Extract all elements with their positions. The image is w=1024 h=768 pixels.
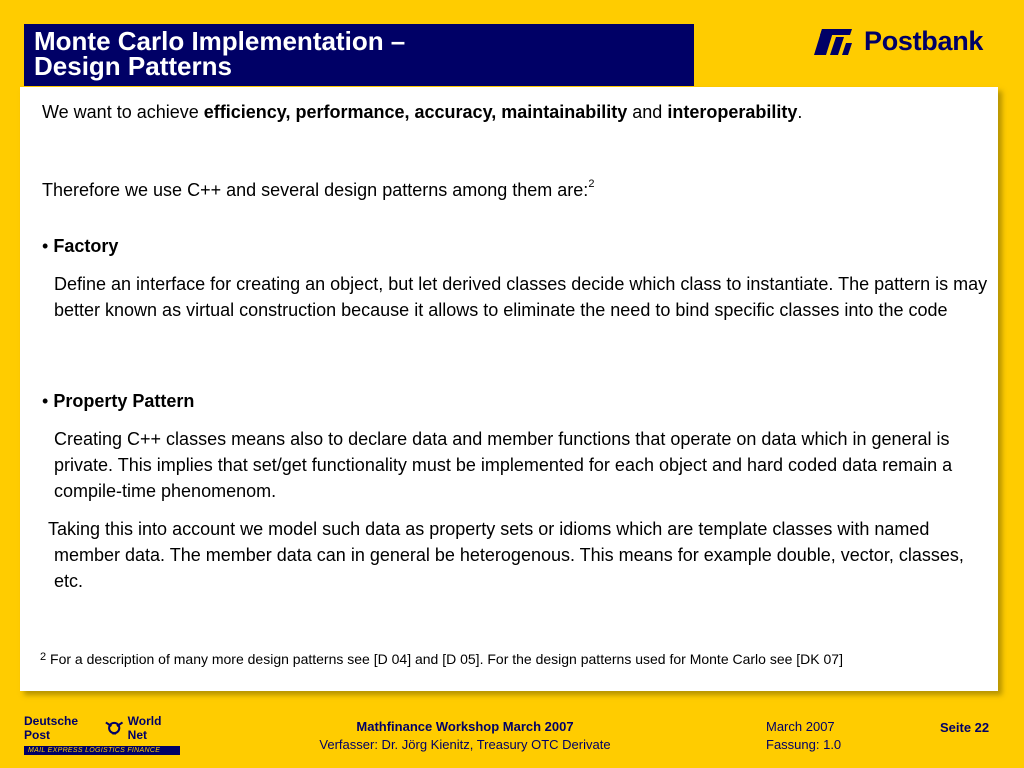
bullet: •: [42, 236, 49, 256]
deutsche-post-logo: Deutsche Post World Net MAIL EXPRESS LOGISTICS FINANCE: [24, 714, 180, 755]
posthorn-icon: [104, 720, 124, 736]
version-text: Fassung: 1.0: [766, 737, 842, 752]
footnote-ref: 2: [588, 178, 595, 190]
bullet: •: [42, 391, 49, 411]
property-description-1: Creating C++ classes means also to declare data and member functions that operate on data which in general is private. This implies that set/get functionality must be implemented for each object and hard coded data remain a compile-time phenomenom.: [54, 429, 953, 501]
footnote: $^2$ For a description of many more design patterns see [D 04] and [D 05]. For the design patterns used for Monte Carlo see [DK 07]: [40, 651, 843, 667]
footer-date: [766, 718, 841, 754]
title-line-1: Monte Carlo Implementation –: [34, 26, 406, 56]
workshop-name: Mathfinance Workshop March 2007: [356, 719, 574, 734]
postbank-stripes-icon: [812, 25, 858, 57]
property-description-2: Taking this into account we model such data as property sets or idioms which are template classes with named member data. The member data can in general be heterogenous. This means for example double, vector, classes, etc.: [48, 519, 964, 591]
page-number: Seite 22: [940, 720, 990, 735]
author-line: Verfasser: Dr. Jörg Kienitz, Treasury OTC Derivate: [319, 737, 611, 752]
dp-tagline: MAIL EXPRESS LOGISTICS FINANCE: [24, 746, 180, 755]
property-heading: • Property Pattern: [42, 391, 195, 411]
factory-heading: • Factory: [42, 236, 119, 256]
date-text: March 2007: [766, 719, 835, 734]
slide-title: [24, 24, 694, 86]
postbank-wordmark: Postbank: [864, 25, 984, 56]
factory-description: Define an interface for creating an object, but let derived classes decide which class to instantiate. The pattern is may better known as virtual construction because it allows to eliminate the need to bind specific classes into the code: [54, 274, 988, 320]
postbank-logo: [812, 24, 1002, 58]
title-line-2: Design Patterns: [34, 51, 232, 81]
slide-content: [20, 87, 998, 691]
footer-center: [280, 718, 650, 754]
therefore-paragraph: Therefore we use C++ and several design patterns among them are:$^2$: [42, 178, 595, 200]
intro-paragraph: We want to achieve efficiency, performance, accuracy, maintainability and interoperability.: [42, 102, 803, 122]
